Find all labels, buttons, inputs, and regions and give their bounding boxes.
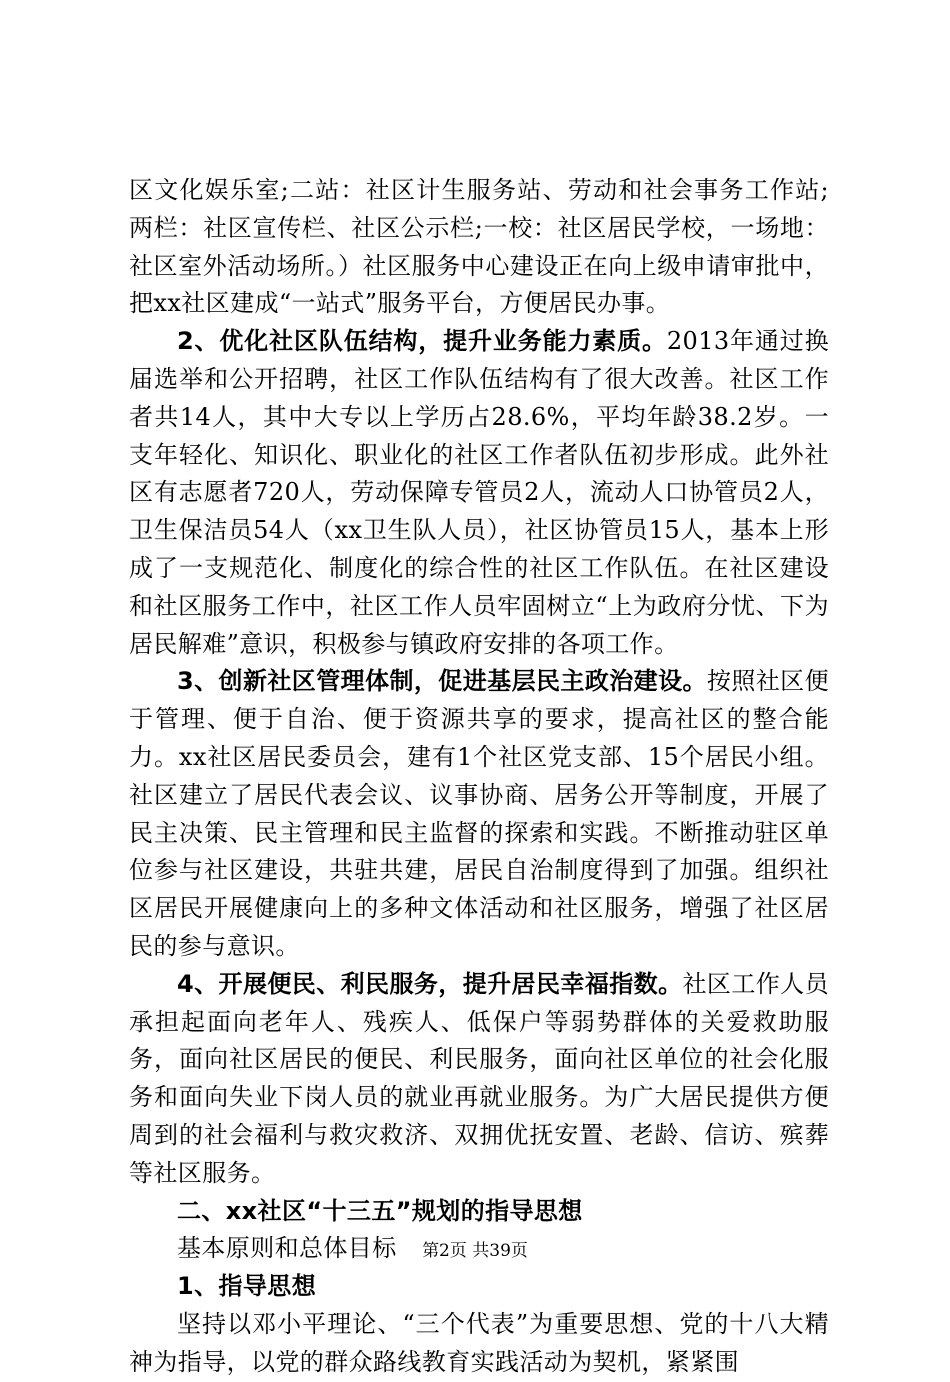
section-heading: 二、xx社区“十三五”规划的指导思想	[177, 1196, 583, 1225]
paragraph-4-body: 社区工作人员承担起面向老年人、残疾人、低保户等弱势群体的关爱救助服务，面向社区居民的便民、利民服务，面向社区单位的社会化服务和面向失业下岗人员的就业再就业服务。为广大居民提供方便周到的社会福利与救灾救济、双拥优抚安置、老龄、信访、殡葬等社区服务。	[129, 969, 829, 1187]
section-subtitle: 基本原则和总体目标	[177, 1234, 397, 1263]
paragraph-5: 坚持以邓小平理论、“三个代表”为重要思想、党的十八大精神为指导，以党的群众路线教育实践活动为契机，紧紧围	[129, 1309, 829, 1376]
paragraph-1: 区文化娱乐室;二站：社区计生服务站、劳动和社会事务工作站;两栏：社区宣传栏、社区公示栏;一校：社区居民学校，一场地：社区室外活动场所。）社区服务中心建设正在向上级申请审批中，把xx社区建成“一站式”服务平台，方便居民办事。	[129, 176, 829, 318]
paragraph-4-heading: 4、开展便民、利民服务，提升居民幸福指数。	[177, 969, 683, 998]
paragraph-2-body: 2013年通过换届选举和公开招聘，社区工作队伍结构有了很大改善。社区工作者共14人，其中大专以上学历占28.6%，平均年龄38.2岁。一支年轻化、知识化、职业化的社区工作者队伍初步形成。此外社区有志愿者720人，劳动保障专管员2人，流动人口协管员2人，卫生保洁员54人（xx卫生队人员），社区协管员15人，基本上形成了一支规范化、制度化的综合性的社区工作队伍。在社区建设和社区服务工作中，社区工作人员牢固树立“上为政府分忧、下为居民解难”意识，积极参与镇政府安排的各项工作。	[129, 327, 830, 658]
document-body	[129, 172, 829, 1382]
paragraph-4	[129, 966, 829, 1193]
subsection-heading: 1、指导思想	[177, 1272, 317, 1301]
paragraph-3-heading: 3、创新社区管理体制，促进基层民主政治建设。	[177, 667, 707, 696]
page-number-footer: 第2页 共39页	[422, 1241, 528, 1261]
paragraph-3-body: 按照社区便于管理、便于自治、便于资源共享的要求，提高社区的整合能力。xx社区居民委员会，建有1个社区党支部、15个居民小组。社区建立了居民代表会议、议事协商、居务公开等制度，开展了民主决策、民主管理和民主监督的探索和实践。不断推动驻区单位参与社区建设，共驻共建，居民自治制度得到了加强。组织社区居民开展健康向上的多种文体活动和社区服务，增强了社区居民的参与意识。	[129, 667, 829, 960]
paragraph-2-heading: 2、优化社区队伍结构，提升业务能力素质。	[177, 327, 667, 356]
paragraph-2	[129, 323, 829, 663]
paragraph-3	[129, 663, 829, 965]
